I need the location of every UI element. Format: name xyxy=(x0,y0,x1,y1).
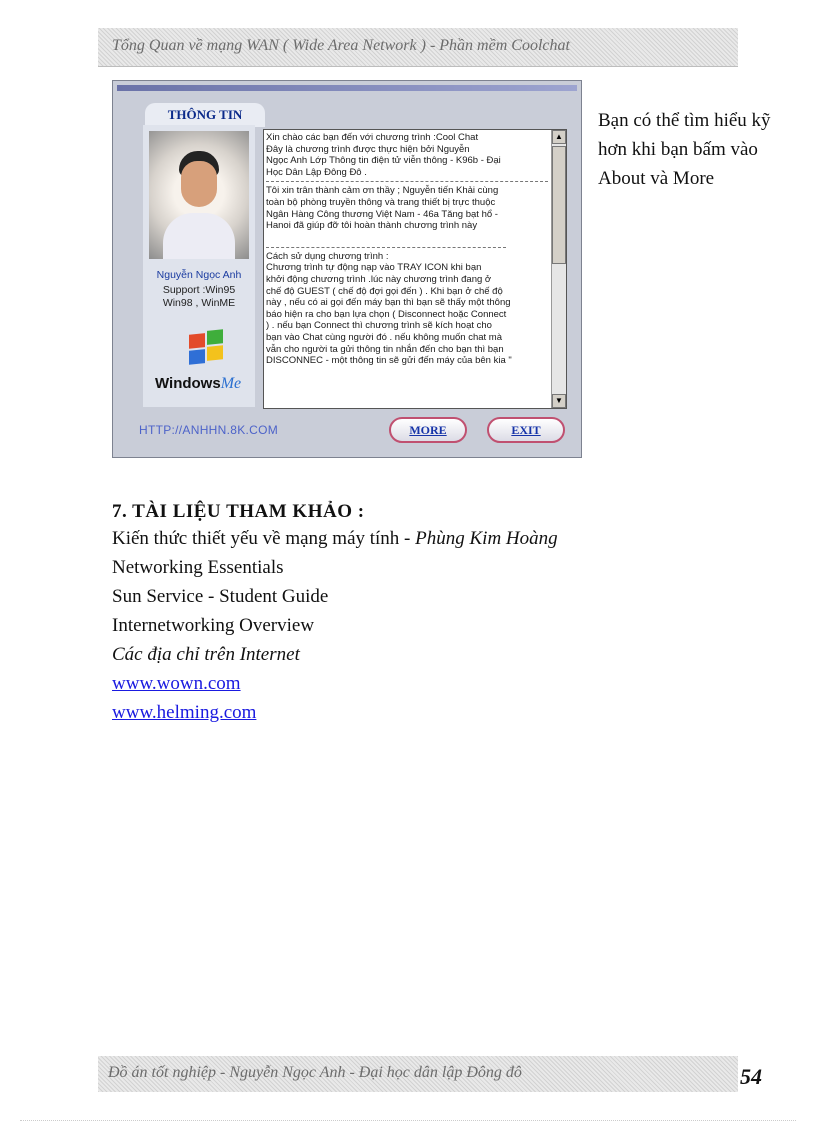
text-line: Tôi xin trân thành cảm ơn thầy ; Nguyễn tiến Khải cùng xyxy=(266,185,499,197)
text-line: Học Dân Lập Đông Đô . xyxy=(266,166,367,178)
text-line: này , nếu có ai gọi đến máy bạn thì bạn sẽ thấy một thông xyxy=(266,297,511,309)
bottom-rule xyxy=(20,1120,796,1121)
reference-item: Sun Service - Student Guide xyxy=(112,586,329,607)
author-name: Nguyễn Ngọc Anh xyxy=(156,269,242,281)
text-line: Ngân Hàng Công thương Việt Nam - 46a Tăng bạt hổ - xyxy=(266,208,498,220)
reference-title: Kiến thức thiết yếu về mạng máy tính - xyxy=(112,528,416,549)
reference-item xyxy=(112,524,732,553)
references-list xyxy=(112,524,732,727)
windows-flag-icon xyxy=(187,329,227,369)
reference-item: Internetworking Overview xyxy=(112,615,315,636)
exit-button[interactable]: EXIT xyxy=(487,417,565,443)
text-line: Đây là chương trình được thực hiện bởi Nguyễn xyxy=(266,143,470,155)
windows-me-suffix: Me xyxy=(220,375,242,392)
profile-panel xyxy=(143,125,255,407)
support-line: Win98 , WinME xyxy=(162,297,236,309)
footer-text: Đồ án tốt nghiệp - Nguyễn Ngọc Anh - Đại học dân lập Đông đô xyxy=(108,1064,522,1081)
text-line: Cách sử dụng chương trình : xyxy=(266,250,389,262)
scroll-down-arrow-icon[interactable]: ▼ xyxy=(552,394,566,408)
text-line: khởi động chương trình .lúc này chương trình đang ở xyxy=(266,273,492,285)
reference-item: Các địa chỉ trên Internet xyxy=(112,644,300,665)
photo-shirt xyxy=(163,213,235,259)
separator xyxy=(266,181,548,182)
info-text xyxy=(266,132,548,367)
author-photo xyxy=(149,131,249,259)
more-button[interactable]: MORE xyxy=(389,417,467,443)
reference-author: Phùng Kim Hoàng xyxy=(415,528,558,549)
text-line: Xin chào các bạn đến với chương trình :Cool Chat xyxy=(266,132,479,143)
header-title: Tổng Quan về mạng WAN ( Wide Area Network ) - Phần mềm Coolchat xyxy=(112,37,570,54)
text-line: Ngọc Anh Lớp Thông tin điện tử viễn thông - K96b - Đại xyxy=(266,155,501,167)
text-line: vẫn cho người ta gửi thông tin nhắn đến cho bạn thì bạn xyxy=(266,343,504,355)
tab-info[interactable]: THÔNG TIN xyxy=(145,103,265,127)
scroll-thumb[interactable] xyxy=(552,146,566,264)
side-note: Bạn có thể tìm hiểu kỹ hơn khi bạn bấm vào About và More xyxy=(598,110,771,189)
text-line: ) . nếu bạn Connect thì chương trình sẽ kích hoạt cho xyxy=(266,320,492,332)
text-line: Chương trình tự động nạp vào TRAY ICON khi bạn xyxy=(266,262,482,274)
textbox-scrollbar[interactable] xyxy=(551,130,566,408)
windows-word: Windows xyxy=(155,375,221,392)
homepage-link[interactable]: HTTP://ANHHN.8K.COM xyxy=(139,423,279,437)
support-line: Support :Win95 xyxy=(162,284,236,296)
reference-link[interactable]: www.helming.com xyxy=(112,702,257,723)
text-line: báo hiện ra cho bạn lựa chọn ( Disconnect hoặc Connect xyxy=(266,308,507,320)
page-footer xyxy=(98,1056,738,1092)
text-line: Hanoi đã giúp đỡ tôi hoàn thành chương trình này xyxy=(266,220,478,232)
app-title-strip xyxy=(117,85,577,91)
windows-me-logo xyxy=(155,375,241,393)
reference-item: Networking Essentials xyxy=(112,557,284,578)
page-header xyxy=(98,28,738,67)
scroll-up-arrow-icon[interactable]: ▲ xyxy=(552,130,566,144)
reference-link[interactable]: www.wown.com xyxy=(112,673,241,694)
app-screenshot xyxy=(112,80,582,458)
info-textbox[interactable] xyxy=(263,129,567,409)
separator xyxy=(266,247,506,248)
text-line: toàn bộ phòng truyền thông và trang thiết bị trực thuộc xyxy=(266,196,496,208)
text-line: bạn vào Chat cùng người đó . nếu không muốn chat mà xyxy=(266,331,502,343)
text-line: chế độ GUEST ( chế độ đợi gọi đến ) . Khi bạn ở chế độ xyxy=(266,285,503,297)
text-line: DISCONNEC - một thông tin sẽ gửi đến máy của bên kia " xyxy=(266,355,512,367)
photo-face xyxy=(181,161,217,207)
references-heading: 7. TÀI LIỆU THAM KHẢO : xyxy=(112,501,365,522)
page-number: 54 xyxy=(740,1064,762,1089)
